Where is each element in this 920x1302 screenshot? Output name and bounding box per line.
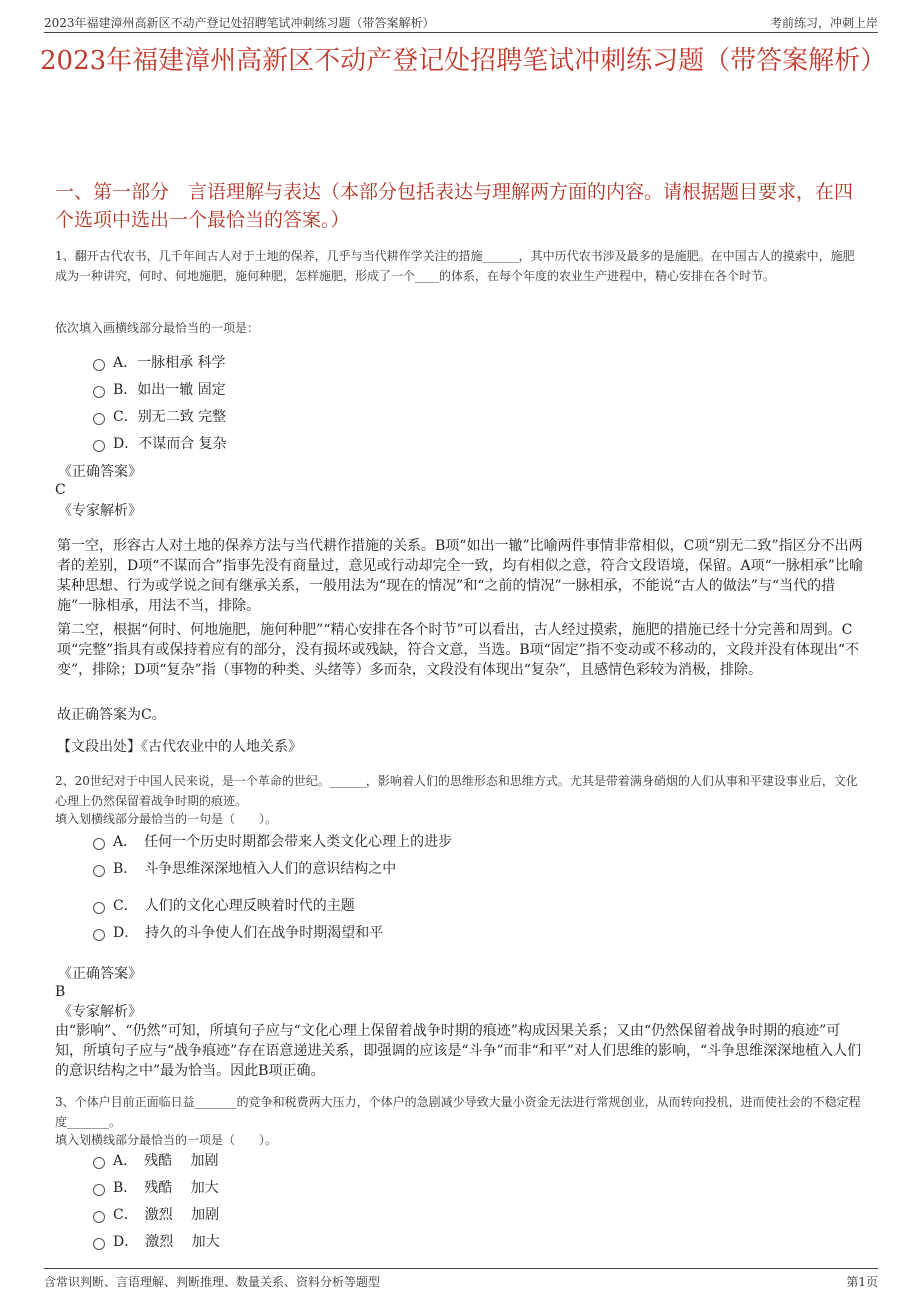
radio-icon[interactable] [93,1157,105,1169]
q2-option-d[interactable]: D． 持久的斗争使人们在战争时期渴望和平 [93,922,383,944]
q2-analysis-label: 《专家解析》 [58,1004,142,1020]
q1-answer-label: 《正确答案》 [58,464,142,480]
q2-option-a[interactable]: A． 任何一个历史时期都会带来人类文化心理上的进步 [93,831,452,853]
radio-icon[interactable] [93,1238,105,1250]
question-1-prompt: 依次填入画横线部分最恰当的一项是： [55,321,260,335]
radio-icon[interactable] [93,1184,105,1196]
q3-option-c[interactable]: C． 激烈 加剧 [93,1204,219,1226]
section-heading: 一、第一部分 言语理解与表达（本部分包括表达与理解两方面的内容。请根据题目要求，在四个选项中选出一个最恰当的答案。） [55,181,854,231]
q1-option-c[interactable]: C．别无二致 完整 [93,406,226,428]
footer-topics: 含常识判断、言语理解、判断推理、数量关系、资料分析等题型 [44,1275,381,1289]
q3-option-a[interactable]: A． 残酷 加剧 [93,1150,219,1172]
q1-source: 【文段出处】《古代农业中的人地关系》 [57,739,302,755]
q2-answer: B [55,984,66,1000]
radio-icon[interactable] [93,386,105,398]
q1-analysis-conclusion: 故正确答案为C。 [57,707,166,723]
q2-analysis: 由“影响”、“仍然”可知，所填句子应与“文化心理上保留着战争时期的痕迹”构成因果关系；又由“仍然保留着战争时期的痕迹”可知，所填句子应与“战争痕迹”存在语意递进关系，即强调的应该是“斗争”而非“和平”对人们思维的影响，“斗争思维深深地植入人们的意识结构之中”最为恰当。因此B项正确。 [55,1023,862,1079]
q1-option-b[interactable]: B．如出一辙 固定 [93,379,226,401]
page-number: 第1页 [846,1275,878,1289]
q3-option-d[interactable]: D． 激烈 加大 [93,1231,220,1253]
question-3-prompt: 填入划横线部分最恰当的一项是（ ）。 [55,1133,278,1147]
radio-icon[interactable] [93,838,105,850]
header-slogan: 考前练习，冲刺上岸 [769,16,878,30]
q1-answer: C [55,482,66,498]
q2-option-b[interactable]: B． 斗争思维深深地植入人们的意识结构之中 [93,858,396,880]
q1-analysis-para-2: 第二空，根据“何时、何地施肥，施何种肥”“精心安排在各个时节”可以看出，古人经过摸索，施肥的措施已经十分完善和周到。C项“完整”指具有或保持着应有的部分，没有损坏或残缺，符合文意，当选。B项“固定”指不变动或不移动的，文段并没有体现出“不变”，排除；D项“复杂”指（事物的种类、头绪等）多而杂，文段没有体现出“复杂”，且感情色彩较为消极，排除。 [57,622,860,678]
radio-icon[interactable] [93,359,105,371]
question-2-stem: 2、20世纪对于中国人民来说，是一个革命的世纪。______，影响着人们的思维形态和思维方式。尤其是带着满身硝烟的人们从事和平建设事业后，文化心理上仍然保留着战争时期的痕迹。 [55,774,858,808]
q1-option-d[interactable]: D．不谋而合 复杂 [93,433,227,455]
q1-analysis-label: 《专家解析》 [58,503,142,519]
q1-option-a[interactable]: A．一脉相承 科学 [93,352,226,374]
radio-icon[interactable] [93,902,105,914]
header-title: 2023年福建漳州高新区不动产登记处招聘笔试冲刺练习题（带答案解析） [44,16,435,30]
radio-icon[interactable] [93,929,105,941]
question-1-stem: 1、翻开古代农书，几千年间古人对于土地的保养，几乎与当代耕作学关注的措施______，其中历代农书涉及最多的是施肥。在中国古人的摸索中，施肥成为一种讲究，何时、何地施肥，施何种肥，怎样施肥，形成了一个____的体系，在每个年度的农业生产进程中，精心安排在各个时节。 [55,249,855,283]
page-footer [44,1268,878,1291]
radio-icon[interactable] [93,865,105,877]
radio-icon[interactable] [93,1211,105,1223]
q2-option-c[interactable]: C． 人们的文化心理反映着时代的主题 [93,895,355,917]
question-3-stem: 3、个体户目前正面临日益_______的竞争和税费两大压力，个体户的急剧减少导致大量小资金无法进行常规创业，从而转向投机，进而使社会的不稳定程度_______。 [55,1095,861,1129]
radio-icon[interactable] [93,440,105,452]
question-2-prompt: 填入划横线部分最恰当的一句是（ ）。 [55,812,278,826]
q1-analysis-para-1: 第一空，形容古人对土地的保养方法与当代耕作措施的关系。B项“如出一辙”比喻两件事情非常相似，C项“别无二致”指区分不出两者的差别，D项“不谋而合”指事先没有商量过，意见或行动却完全一致，均有相似之意，符合文段语境，保留。A项“一脉相承”比喻某种思想、行为或学说之间有继承关系，一般用法为“现在的情况”和“之前的情况”一脉相承，不能说“古人的做法”与“当代的措施”一脉相承，用法不当，排除。 [57,538,863,614]
page-header [44,10,878,33]
q2-answer-label: 《正确答案》 [58,966,142,982]
page-title: 2023年福建漳州高新区不动产登记处招聘笔试冲刺练习题（带答案解析） [40,46,887,76]
radio-icon[interactable] [93,413,105,425]
q3-option-b[interactable]: B． 残酷 加大 [93,1177,219,1199]
